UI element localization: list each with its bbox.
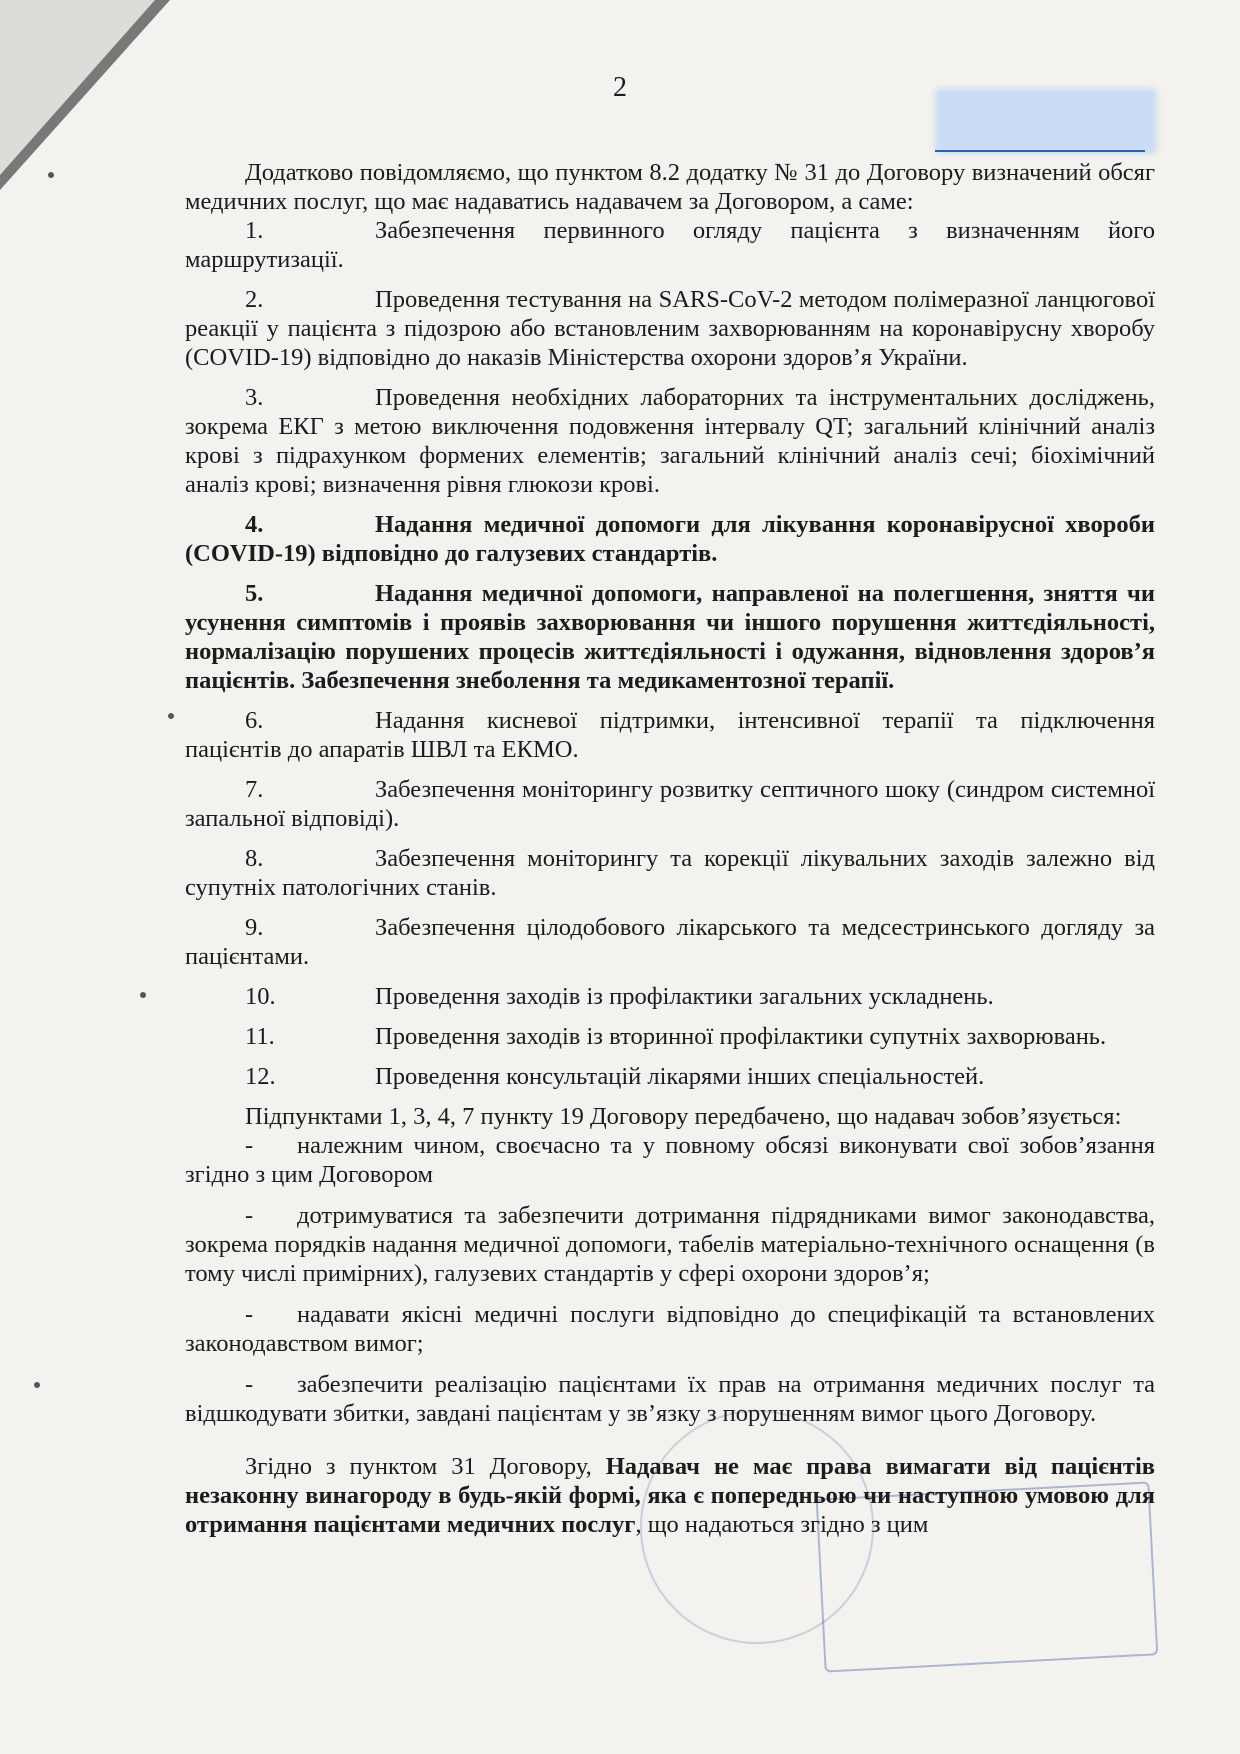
service-item-number: 1. (245, 217, 264, 244)
service-item (185, 383, 1155, 499)
service-item (185, 913, 1155, 971)
service-item (185, 1062, 1155, 1091)
service-item-text: Забезпечення первинного огляду пацієнта з визначенням його маршрутизації. (185, 217, 1155, 273)
service-item-text: Проведення консультацій лікарями інших спеціальностей. (375, 1063, 985, 1090)
service-item (185, 216, 1155, 274)
intro-paragraph: Додатково повідомляємо, що пунктом 8.2 додатку № 31 до Договору визначений обсяг медичних послуг, що має надаватись надавачем за Договором, а саме: (185, 159, 1155, 215)
closing-bold-text: Надавач не має права вимагати від пацієнтів незаконну винагороду в будь-якій формі, яка є попередньою чи наступною умовою для отримання пацієнтами медичних послуг (185, 1453, 1155, 1538)
redaction-underline (935, 150, 1145, 152)
service-item-text: Забезпечення цілодобового лікарського та медсестринського догляду за пацієнтами. (185, 914, 1155, 970)
obligation-dash: - (245, 1301, 254, 1328)
service-item (185, 510, 1155, 568)
closing-paragraph (185, 1452, 1155, 1539)
service-item-text: Проведення тестування на SARS-CoV-2 методом полімеразної ланцюгової реакції у пацієнта з підозрою або встановленим захворюванням на коронавірусну хворобу (COVID-19) відповідно до наказів Міністерства охорони здоров’я України. (185, 286, 1155, 371)
service-item-text: Проведення заходів із профілактики загальних ускладнень. (375, 983, 994, 1010)
service-item-number: 10. (245, 983, 276, 1010)
page-number: 2 (613, 72, 627, 103)
service-item-number: 8. (245, 845, 264, 872)
service-item-text: Забезпечення моніторингу та корекції лікувальних заходів залежно від супутніх патологічних станів. (185, 845, 1155, 901)
obligations-list (185, 1131, 1155, 1428)
obligation-text: забезпечити реалізацію пацієнтами їх прав на отримання медичних послуг та відшкодувати збитки, завдані пацієнтам у зв’язку з порушенням вимог цього Договору. (185, 1371, 1155, 1427)
service-item-text: Проведення необхідних лабораторних та інструментальних досліджень, зокрема ЕКГ з метою виключення подовження інтервалу QT; загальний клінічний аналіз крові з підрахунком формених елементів; загальний клінічний аналіз сечі; біохімічний аналіз крові; визначення рівня глюкози крові. (185, 384, 1155, 498)
service-item (185, 285, 1155, 372)
obligation-text: належним чином, своєчасно та у повному обсязі виконувати свої зобов’язання згідно з цим Договором (185, 1132, 1155, 1188)
service-item-number: 6. (245, 707, 264, 734)
service-item-number: 2. (245, 286, 264, 313)
service-item-text: Проведення заходів із вторинної профілактики супутніх захворювань. (375, 1023, 1107, 1050)
obligation-item (185, 1300, 1155, 1358)
service-item-number: 5. (245, 580, 264, 607)
service-item-number: 4. (245, 511, 264, 538)
service-item (185, 706, 1155, 764)
service-item (185, 982, 1155, 1011)
obligations-intro: Підпунктами 1, 3, 4, 7 пункту 19 Договору передбачено, що надавач зобов’язується: (245, 1103, 1122, 1130)
service-item-number: 12. (245, 1063, 276, 1090)
service-item-text: Надання медичної допомоги, направленої на полегшення, зняття чи усунення симптомів і проявів захворювання чи іншого порушення життєдіяльності, нормалізацію порушених процесів життєдіяльності і одужання, відновлення здоров’я пацієнтів. Забезпечення знеболення та медикаментозної терапії. (185, 580, 1155, 694)
obligation-text: надавати якісні медичні послуги відповідно до специфікацій та встановлених законодавством вимог; (185, 1301, 1155, 1357)
obligation-item (185, 1370, 1155, 1428)
service-item-number: 9. (245, 914, 264, 941)
obligation-dash: - (245, 1132, 254, 1159)
service-item-text: Забезпечення моніторингу розвитку септичного шоку (синдром системної запальної відповіді). (185, 776, 1155, 832)
service-item (185, 844, 1155, 902)
scan-dot (34, 1382, 40, 1388)
redacted-block (935, 88, 1157, 154)
services-list (185, 216, 1155, 1091)
closing-suffix: , що надаються згідно з цим (635, 1511, 929, 1538)
scan-dot (168, 713, 174, 719)
closing-prefix: Згідно з пунктом 31 Договору, (245, 1453, 606, 1480)
service-item (185, 1022, 1155, 1051)
scan-dot (48, 172, 54, 178)
obligation-dash: - (245, 1202, 254, 1229)
service-item-number: 3. (245, 384, 264, 411)
obligation-text: дотримуватися та забезпечити дотримання підрядниками вимог законодавства, зокрема порядків надання медичної допомоги, табелів матеріально-технічного оснащення (в тому числі примірних), галузевих стандартів у сфері охорони здоров’я; (185, 1202, 1155, 1287)
obligation-dash: - (245, 1371, 254, 1398)
service-item-text: Надання медичної допомоги для лікування коронавірусної хвороби (COVID-19) відповідно до галузевих стандартів. (185, 511, 1155, 567)
service-item (185, 775, 1155, 833)
service-item-text: Надання кисневої підтримки, інтенсивної терапії та підключення пацієнтів до апаратів ШВЛ та ЕКМО. (185, 707, 1155, 763)
obligation-item (185, 1131, 1155, 1189)
scan-dot (140, 992, 146, 998)
letter-body (185, 158, 1155, 1539)
service-item-number: 7. (245, 776, 264, 803)
service-item (185, 579, 1155, 695)
service-item-number: 11. (245, 1023, 275, 1050)
obligation-item (185, 1201, 1155, 1288)
